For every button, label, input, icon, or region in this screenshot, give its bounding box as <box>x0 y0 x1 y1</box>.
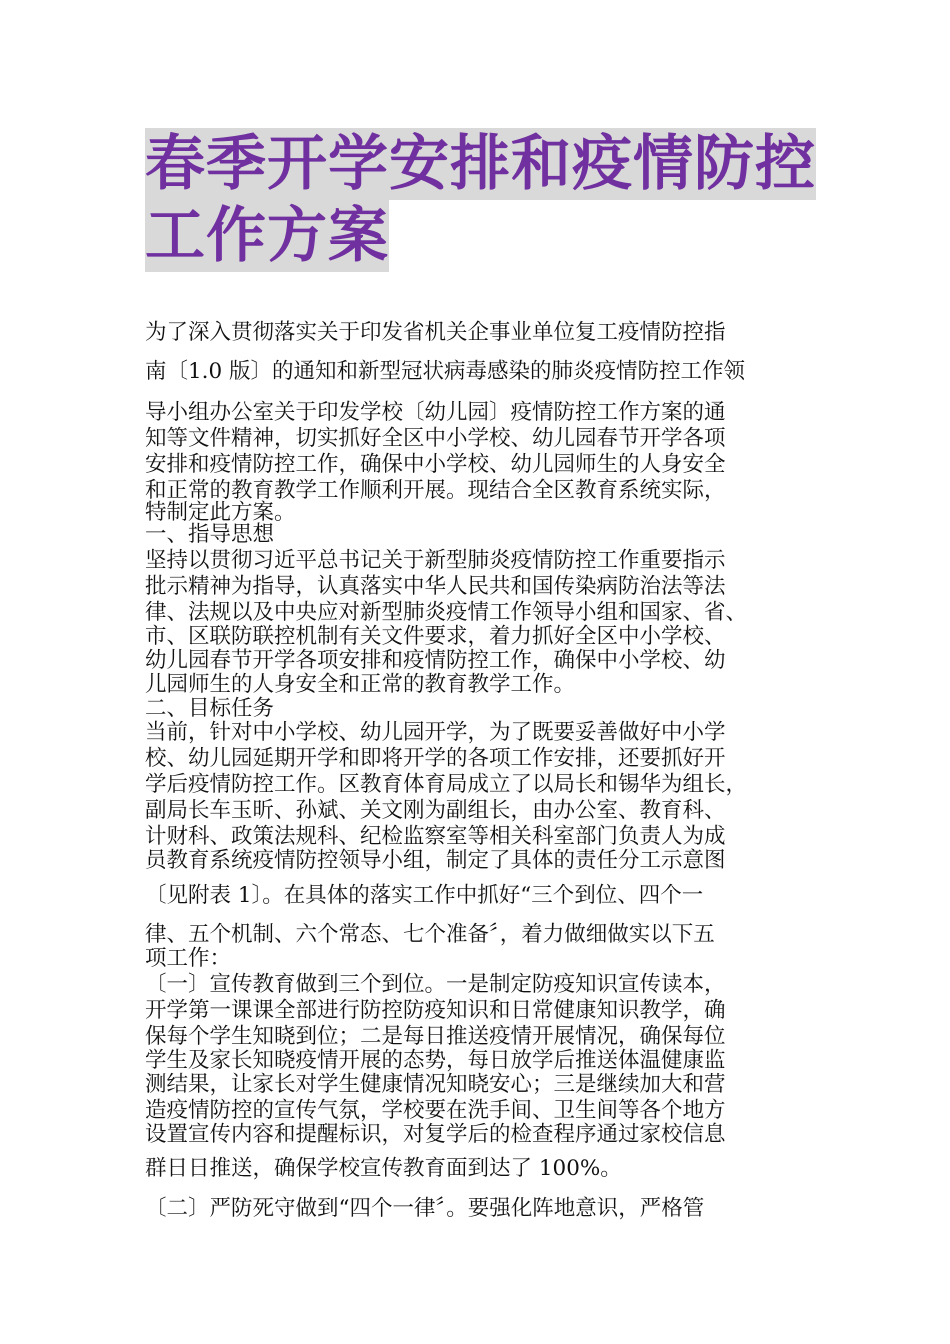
body-line: 南〔1.0 版〕的通知和新型冠状病毒感染的肺炎疫情防控工作领 <box>145 359 746 384</box>
body-line: 儿园师生的人身安全和正常的教育教学工作。 <box>145 672 576 697</box>
body-line: 幼儿园春节开学各项安排和疫情防控工作，确保中小学校、幼 <box>145 648 726 673</box>
document-title-line-1: 春季开学安排和疫情防控 <box>145 129 816 199</box>
body-line: 〔见附表 1〕。在具体的落实工作中抓好“三个到位、四个一 <box>145 883 704 908</box>
document-title-line-2: 工作方案 <box>145 201 389 271</box>
body-line: 设置宣传内容和提醒标识，对复学后的检查程序通过家校信息 <box>145 1122 726 1147</box>
body-line: 当前，针对中小学校、幼儿园开学，为了既要妥善做好中小学 <box>145 720 726 745</box>
body-line: 副局长车玉昕、孙斌、关文刚为副组长，由办公室、教育科、 <box>145 798 726 823</box>
body-line: 员教育系统疫情防控领导小组，制定了具体的责任分工示意图 <box>145 848 726 873</box>
body-line: 和正常的教育教学工作顺利开展。现结合全区教育系统实际， <box>145 478 726 503</box>
body-line: 学生及家长知晓疫情开展的态势，每日放学后推送体温健康监 <box>145 1048 726 1073</box>
body-line: 测结果，让家长对学生健康情况知晓安心；三是继续加大和营 <box>145 1072 726 1097</box>
body-line: 律、五个机制、六个常态、七个准备〞，着力做细做实以下五 <box>145 922 715 947</box>
body-line: 群日日推送，确保学校宣传教育面到达了 100%。 <box>145 1156 622 1181</box>
body-line: 计财科、政策法规科、纪检监察室等相关科室部门负责人为成 <box>145 824 726 849</box>
body-line: 项工作： <box>145 946 232 971</box>
body-line: 校、幼儿园延期开学和即将开学的各项工作安排，还要抓好开 <box>145 746 726 771</box>
section-heading: 一、指导思想 <box>145 522 275 547</box>
section-heading: 二、目标任务 <box>145 696 275 721</box>
body-line: 保每个学生知晓到位；二是每日推送疫情开展情况，确保每位 <box>145 1024 726 1049</box>
body-line: 〔一〕宣传教育做到三个到位。一是制定防疫知识宣传读本， <box>145 972 726 997</box>
body-line: 知等文件精神，切实抓好全区中小学校、幼儿园春节开学各项 <box>145 426 726 451</box>
body-line: 律、法规以及中央应对新型肺炎疫情工作领导小组和国家、省、 <box>145 600 748 625</box>
body-line: 坚持以贯彻习近平总书记关于新型肺炎疫情防控工作重要指示 <box>145 548 726 573</box>
body-line: 造疫情防控的宣传气氛，学校要在洗手间、卫生间等各个地方 <box>145 1098 726 1123</box>
body-line: 特制定此方案。 <box>145 500 296 525</box>
body-line: 学后疫情防控工作。区教育体育局成立了以局长和锡华为组长， <box>145 772 748 797</box>
body-line: 导小组办公室关于印发学校〔幼儿园〕疫情防控工作方案的通 <box>145 400 726 425</box>
body-line: 开学第一课课全部进行防控防疫知识和日常健康知识教学，确 <box>145 998 726 1023</box>
body-line: 为了深入贯彻落实关于印发省机关企事业单位复工疫情防控指 <box>145 320 726 345</box>
body-line: 市、区联防联控机制有关文件要求，着力抓好全区中小学校、 <box>145 624 726 649</box>
body-line: 批示精神为指导，认真落实中华人民共和国传染病防治法等法 <box>145 574 726 599</box>
body-line: 〔二〕严防死守做到“四个一律〞。要强化阵地意识，严格管 <box>145 1196 705 1221</box>
body-line: 安排和疫情防控工作，确保中小学校、幼儿园师生的人身安全 <box>145 452 726 477</box>
